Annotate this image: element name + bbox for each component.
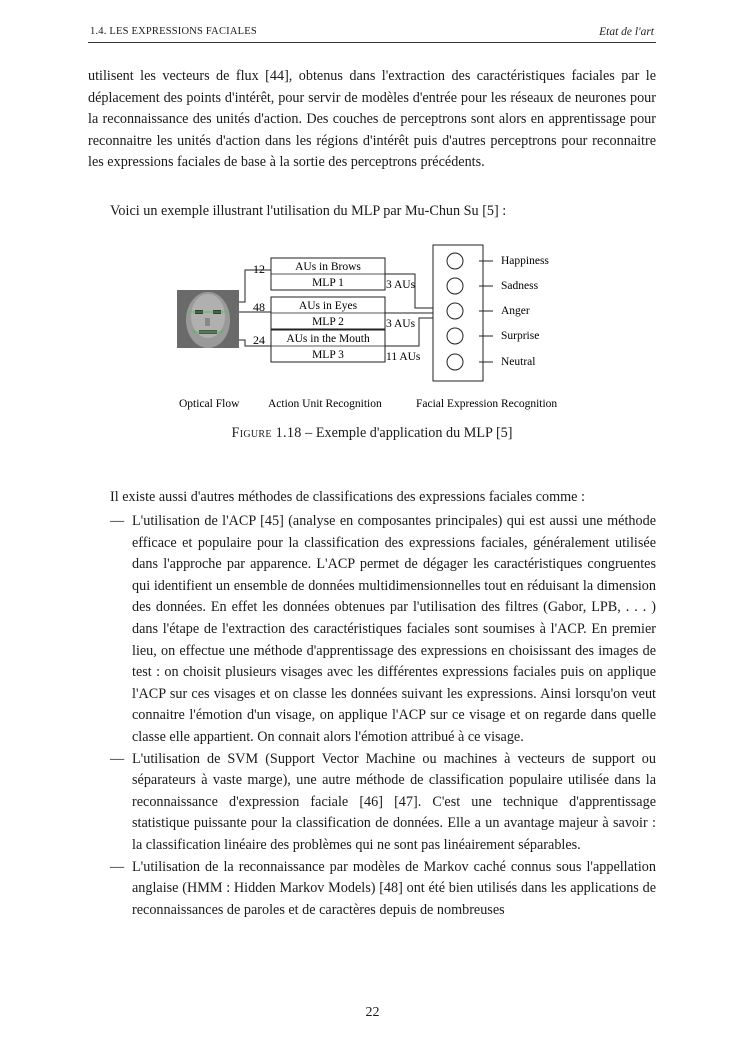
- mlp-box-1-label: MLP 1: [312, 277, 344, 289]
- paragraph-example: Voici un exemple illustrant l'utilisation du MLP par Mu-Chun Su [5] :: [110, 203, 507, 219]
- mlp-box-2-label: MLP 2: [312, 316, 344, 328]
- methods-list: [110, 511, 656, 921]
- mlp-box-1-title: AUs in Brows: [295, 261, 361, 273]
- stage-label-action-unit: Action Unit Recognition: [268, 398, 382, 410]
- paragraph-intro: utilisent les vecteurs de flux [44], obtenus dans l'extraction des caractéristiques faciales par le déplacement des points d'intérêt, pour servir de modèles d'entrée pour les réseaux de neurones pour la reconnaissance des unités d'action. Des couches de perceptrons sont alors en apprentissage pour reconnaitre les unités d'action dans les régions d'intérêt puis d'autres perceptrons pour reconnaitre les expressions faciales de base à la sortie des perceptrons précédents.: [88, 68, 656, 171]
- stage-label-facial-expression: Facial Expression Recognition: [416, 398, 558, 410]
- mlp-box-2: [271, 297, 385, 329]
- mlp-box-3-title: AUs in the Mouth: [286, 333, 370, 345]
- mlp-diagram: [175, 240, 575, 415]
- expression-anger: Anger: [501, 305, 530, 317]
- header-section: 1.4. LES EXPRESSIONS FACIALES: [90, 26, 257, 37]
- au-output-mouth: 11 AUs: [386, 351, 421, 363]
- list-marker: —: [110, 513, 125, 529]
- expression-neutral: Neutral: [501, 356, 536, 368]
- face-photo: [177, 290, 239, 348]
- expression-sadness: Sadness: [501, 280, 539, 292]
- mlp-box-2-title: AUs in Eyes: [298, 300, 358, 312]
- au-output-eyes: 3 AUs: [386, 318, 416, 330]
- mlp-box-1: [271, 258, 385, 290]
- expression-happiness: Happiness: [501, 255, 549, 267]
- list-item-acp: [110, 511, 656, 749]
- methods-intro: Il existe aussi d'autres méthodes de classifications des expressions faciales comme :: [110, 489, 585, 505]
- input-count-24: 24: [253, 333, 265, 347]
- list-item-text: L'utilisation de l'ACP [45] (analyse en composantes principales) qui est aussi une méthode efficace et populaire pour la classification des expressions faciales, généralement utilisée dans l'approche par apparence. L'ACP permet de dégager les caractéristiques congruentes qui identifient un ensemble de données multidimensionnelles tout en réduisant la dimension des données. En effet les données obtenues par l'utilisation des filtres (Gabor, LPB, . . . ) dans l'étape de l'extraction des caractéristiques faciales sont soumises à l'ACP. En premier lieu, on effectue une méthode d'apprentissage des expressions en choisissant des images de test : on choisit plusieurs visages avec les différentes expressions faciales puis on applique l'ACP sur ces visages et on classe les données suivant les expressions. Ainsi lorsqu'on veut connaitre l'émotion d'un visage, on applique l'ACP sur ce visage et on regarde dans quelle classe elle appartient. On connait alors l'émotion attribué à ce visage.: [132, 513, 656, 745]
- mlp-figure: [175, 240, 575, 415]
- list-item-hmm: [110, 857, 656, 922]
- list-marker: —: [110, 858, 125, 875]
- list-item-text: L'utilisation de SVM (Support Vector Machine ou machines à vecteurs de support ou séparateurs à vaste marge), une autre méthode de classification populaire utilisée dans la reconnaissance d'expression faciale [46] [47]. C'est une technique d'apprentissage statistique puissante pour la classification de données. Elle a un avantage majeur à savoir : la classification linéaire des problèmes qui ne sont pas linéairement séparables.: [132, 750, 656, 853]
- list-item-svm: [110, 749, 656, 857]
- caption-text: – Exemple d'application du MLP [5]: [301, 425, 513, 441]
- running-header: [88, 26, 656, 43]
- mlp-box-3-label: MLP 3: [312, 349, 344, 361]
- input-count-12: 12: [253, 262, 265, 276]
- list-marker: —: [110, 750, 125, 767]
- header-chapter: Etat de l'art: [599, 26, 654, 38]
- list-item-text: L'utilisation de la reconnaissance par modèles de Markov caché connus sous l'appellation anglaise (HMM : Hidden Markov Models) [48] ont été bien utilisés dans les applications de reconnaissances de paroles et de caractères depuis de nombreuses: [132, 858, 656, 918]
- au-output-brows: 3 AUs: [386, 279, 416, 291]
- mlp-box-3: [271, 330, 385, 362]
- stage-label-optical-flow: Optical Flow: [179, 398, 240, 410]
- expression-surprise: Surprise: [501, 330, 540, 342]
- input-count-48: 48: [253, 300, 265, 314]
- figure-caption: [88, 425, 656, 442]
- page-number: 22: [365, 1005, 380, 1020]
- caption-label: Figure 1.18: [231, 425, 302, 441]
